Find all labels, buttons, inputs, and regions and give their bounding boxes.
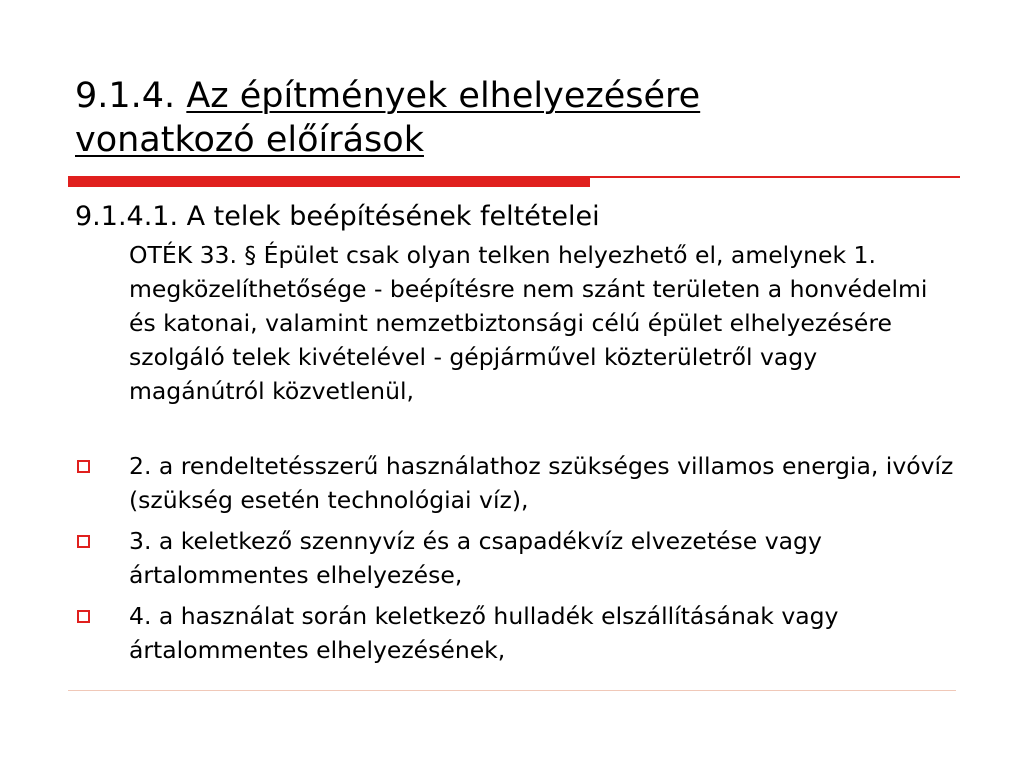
hollow-square-icon (77, 460, 90, 473)
title-divider-thick (68, 176, 590, 187)
otek-paragraph: OTÉK 33. § Épület csak olyan telken helyezhető el, amelynek 1. megközelíthetősége - beépítésre nem szánt területen a honvédelmi és katonai, valamint nemzetbiztonsági célú épület elhelyezésére szolgáló telek kivételével - gépjárművel közterületről vagy magánútról közvetlenül, (129, 241, 928, 405)
hollow-square-icon (77, 610, 90, 623)
title-text-line2: vonatkozó előírások (75, 120, 424, 160)
list-item-text: 3. a keletkező szennyvíz és a csapadékvíz elvezetése vagy ártalommentes elhelyezése, (129, 527, 822, 589)
slide-title (75, 74, 975, 162)
footer-divider (68, 690, 956, 691)
list-item (75, 449, 965, 517)
title-divider-thin (590, 176, 960, 178)
title-text-line1: Az építmények elhelyezésére (186, 76, 701, 116)
list-item (75, 524, 965, 592)
list-item-text: 2. a rendeltetésszerű használathoz szükséges villamos energia, ivóvíz (szükség esetén technológiai víz), (129, 452, 954, 514)
list-item-text: 4. a használat során keletkező hulladék elszállításának vagy ártalommentes elhelyezésének, (129, 602, 839, 664)
hollow-square-icon (77, 535, 90, 548)
section-heading: 9.1.4.1. A telek beépítésének feltételei (75, 201, 600, 232)
conditions-list (75, 449, 965, 674)
list-item (75, 599, 965, 667)
title-number: 9.1.4. (75, 76, 176, 116)
